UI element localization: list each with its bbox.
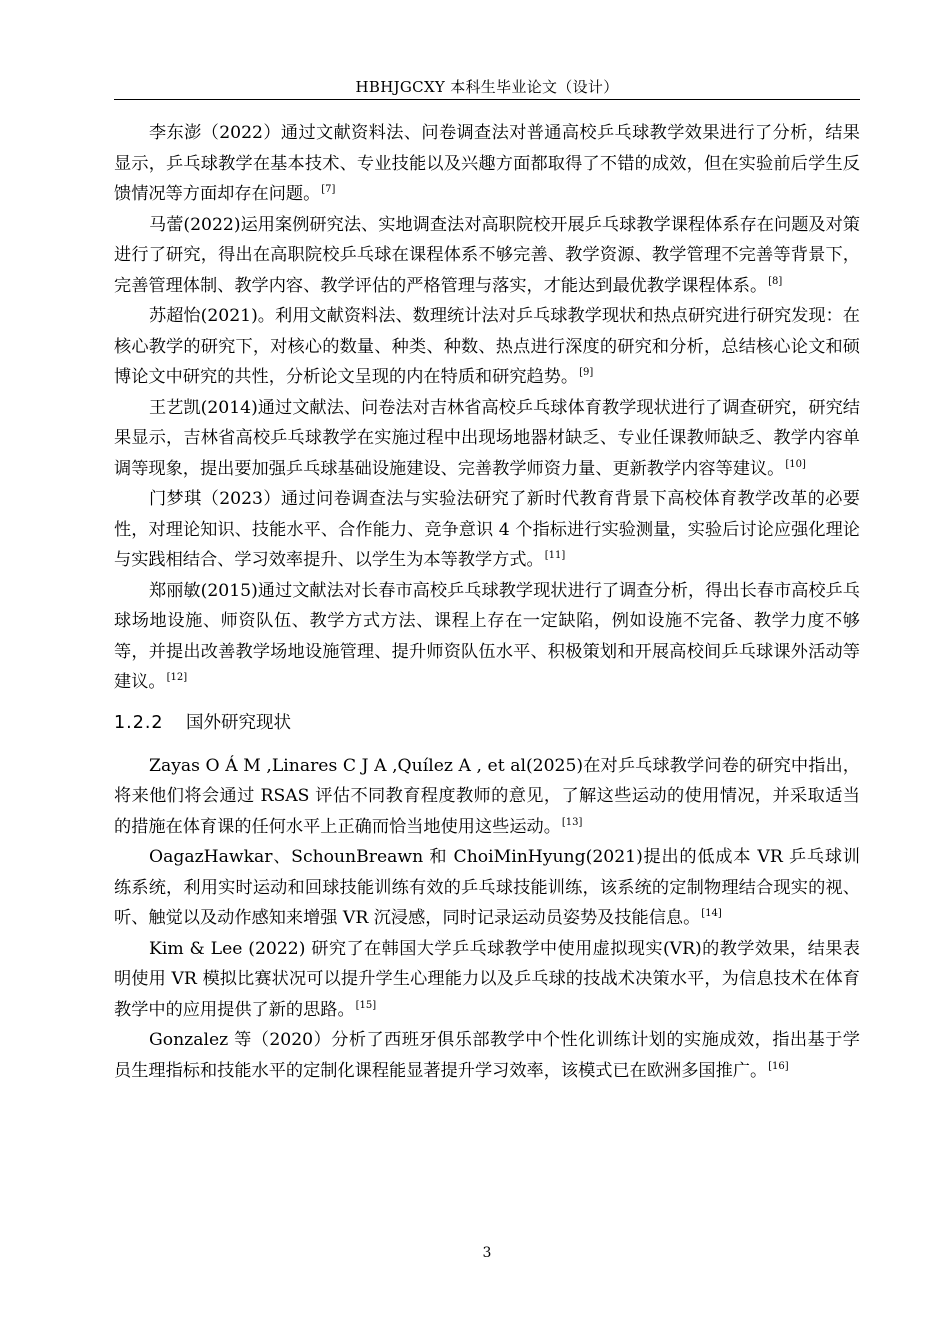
paragraph-zayas: Zayas O Á M ,Linares C J A ,Quílez A , et al(2025)在对乒乓球教学问卷的研究中指出，将来他们将会通过 RSAS 评估不同教育程度教师的意见，了解这些运动的使用情况，并采取适当的措施在体育课的任何水平上正确而恰当地使用这些运动。[13] — [114, 755, 860, 837]
paragraph-oagaz: OagazHawkar、SchounBreawn 和 ChoiMinHyung(2021)提出的低成本 VR 乒乓球训练系统，利用实时运动和回球技能训练有效的乒乓球技能训练，该系统的定制物理结合现实的视、听、触觉以及动作感知来增强 VR 沉浸感，同时记录运动员姿势及技能信息。[14] — [114, 847, 860, 928]
citation-ref: [8] — [768, 275, 783, 287]
citation-ref: [15] — [355, 999, 377, 1011]
section-title: 国外研究现状 — [186, 712, 291, 733]
paragraph-wang-yikai: 王艺凯(2014)通过文献法、问卷法对吉林省高校乒乓球体育教学现状进行了调查研究，研究结果显示，吉林省高校乒乓球教学在实施过程中出现场地器材缺乏、专业任课教师缺乏、教学内容单调等现象，提出要加强乒乓球基础设施建设、完善教学师资力量、更新教学内容等建议。[10] — [114, 397, 860, 479]
header-rule — [114, 99, 860, 100]
paragraph-gonzalez: Gonzalez 等（2020）分析了西班牙俱乐部教学中个性化训练计划的实施成效，指出基于学员生理指标和技能水平的定制化课程能显著提升学习效率，该模式已在欧洲多国推广。[16] — [114, 1030, 860, 1081]
paragraph-li-dongpeng: 李东澎（2022）通过文献资料法、问卷调查法对普通高校乒乓球教学效果进行了分析，结果显示，乒乓球教学在基本技术、专业技能以及兴趣方面都取得了不错的成效，但在实验前后学生反馈情况等方面却存在问题。[7] — [114, 123, 860, 204]
paragraph-men-mengqi: 门梦琪（2023）通过问卷调查法与实验法研究了新时代教育背景下高校体育教学改革的必要性，对理论知识、技能水平、合作能力、竞争意识 4 个指标进行实验测量，实验后讨论应强化理论与实践相结合、学习效率提升、以学生为本等教学方式。[11] — [114, 489, 860, 570]
paragraph-su-chaoyi: 苏超怡(2021)。利用文献资料法、数理统计法对乒乓球教学现状和热点研究进行研究发现：在核心教学的研究下，对核心的数量、种类、种数、热点进行深度的研究和分析，总结核心论文和硕博论文中研究的共性，分析论文呈现的内在特质和研究趋势。[9] — [114, 306, 860, 387]
body-text — [114, 118, 860, 1086]
running-header: HBHJGCXY 本科生毕业论文（设计） — [355, 78, 619, 96]
page-number: 3 — [482, 1245, 492, 1261]
citation-ref: [10] — [785, 458, 806, 470]
citation-ref: [11] — [544, 550, 566, 562]
section-heading — [114, 708, 860, 738]
paragraph-ma-lei: 马蕾(2022)运用案例研究法、实地调查法对高职院校开展乒乓球教学课程体系存在问题及对策进行了研究，得出在高职院校乒乓球在课程体系不够完善、教学资源、教学管理不完善等背景下，完善管理体制、教学内容、教学评估的严格管理与落实，才能达到最优教学课程体系。[8] — [114, 214, 860, 296]
citation-ref: [16] — [768, 1060, 789, 1072]
citation-ref: [7] — [321, 184, 336, 196]
section-number: 1.2.2 — [114, 712, 164, 733]
paragraph-kim-lee: Kim & Lee (2022) 研究了在韩国大学乒乓球教学中使用虚拟现实(VR)的教学效果，结果表明使用 VR 模拟比赛状况可以提升学生心理能力以及乒乓球的技战术决策水平，为信息技术在体育教学中的应用提供了新的思路。[15] — [114, 938, 860, 1020]
citation-ref: [9] — [579, 367, 594, 379]
citation-ref: [14] — [701, 908, 722, 920]
citation-ref: [13] — [561, 816, 583, 828]
citation-ref: [12] — [166, 672, 188, 684]
paragraph-zheng-limin: 郑丽敏(2015)通过文献法对长春市高校乒乓球教学现状进行了调查分析，得出长春市高校乒乓球场地设施、师资队伍、教学方式方法、课程上存在一定缺陷，例如设施不完备、教学力度不够等，并提出改善教学场地设施管理、提升师资队伍水平、积极策划和开展高校间乒乓球课外活动等建议。[12] — [114, 580, 860, 692]
